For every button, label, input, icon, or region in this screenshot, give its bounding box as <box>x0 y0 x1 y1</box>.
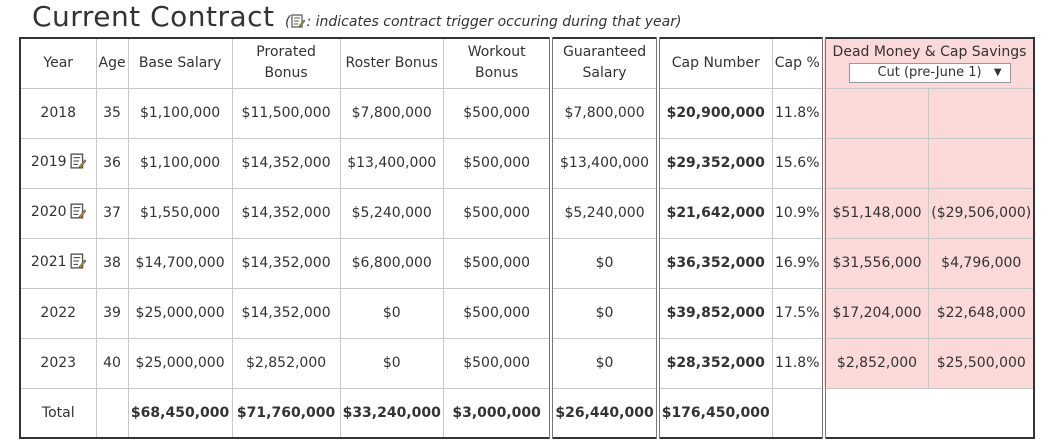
col-header-dead-money <box>824 38 1035 88</box>
table-row <box>20 188 1034 238</box>
legend-text: : indicates contract trigger occuring during that year) <box>306 14 682 30</box>
total-age <box>96 388 128 438</box>
contract-table <box>19 37 1035 439</box>
cell-cap-pct: 11.8% <box>772 338 824 388</box>
dead-money-title: Dead Money & Cap Savings <box>832 44 1027 61</box>
year-value: 2022 <box>40 305 77 321</box>
cell-age: 39 <box>96 288 128 338</box>
table-row <box>20 138 1034 188</box>
scenario-select[interactable] <box>849 63 1011 83</box>
cell-base-salary: $1,100,000 <box>128 88 232 138</box>
header-row <box>20 38 1034 88</box>
year-value: 2018 <box>40 105 77 121</box>
total-dead-money <box>824 388 1035 438</box>
cell-cap-savings: $22,648,000 <box>929 288 1035 338</box>
total-label: Total <box>20 388 96 438</box>
cell-age: 35 <box>96 88 128 138</box>
cell-prorated-bonus: $2,852,000 <box>232 338 340 388</box>
cell-cap-number: $21,642,000 <box>658 188 773 238</box>
cell-dead-money <box>824 88 929 138</box>
col-header-age: Age <box>96 38 128 88</box>
cell-cap-pct: 15.6% <box>772 138 824 188</box>
table-row <box>20 338 1034 388</box>
col-header-prorated-bonus: Prorated Bonus <box>232 38 340 88</box>
total-cap-pct <box>772 388 824 438</box>
cell-roster-bonus: $13,400,000 <box>340 138 443 188</box>
cell-year <box>20 338 96 388</box>
section-title: Current Contract <box>32 0 275 33</box>
cell-cap-pct: 16.9% <box>772 238 824 288</box>
cell-cap-pct: 10.9% <box>772 188 824 238</box>
cell-year <box>20 288 96 338</box>
cell-year <box>20 188 96 238</box>
cell-age: 40 <box>96 338 128 388</box>
cell-age: 36 <box>96 138 128 188</box>
note-edit-icon[interactable] <box>70 153 86 173</box>
year-value: 2021 <box>30 254 67 270</box>
trigger-legend <box>285 14 682 30</box>
cell-dead-money: $2,852,000 <box>824 338 929 388</box>
legend-open-paren: ( <box>284 14 291 30</box>
cell-base-salary: $25,000,000 <box>128 288 232 338</box>
col-header-roster-bonus: Roster Bonus <box>340 38 443 88</box>
cell-base-salary: $1,550,000 <box>128 188 232 238</box>
cell-dead-money: $17,204,000 <box>824 288 929 338</box>
cell-cap-savings: $4,796,000 <box>929 238 1035 288</box>
note-edit-icon <box>291 14 305 28</box>
col-header-workout-bonus: Workout Bonus <box>443 38 551 88</box>
cell-cap-savings <box>929 138 1035 188</box>
cell-prorated-bonus: $14,352,000 <box>232 238 340 288</box>
cell-cap-pct: 17.5% <box>772 288 824 338</box>
cell-guaranteed-salary: $13,400,000 <box>551 138 657 188</box>
col-header-year: Year <box>20 38 96 88</box>
total-roster: $33,240,000 <box>340 388 443 438</box>
total-prorated: $71,760,000 <box>232 388 340 438</box>
cell-roster-bonus: $5,240,000 <box>340 188 443 238</box>
cell-roster-bonus: $0 <box>340 288 443 338</box>
cell-guaranteed-salary: $0 <box>551 288 657 338</box>
total-row <box>20 388 1034 438</box>
cell-workout-bonus: $500,000 <box>443 188 551 238</box>
cell-dead-money: $51,148,000 <box>824 188 929 238</box>
cell-guaranteed-salary: $0 <box>551 338 657 388</box>
total-base: $68,450,000 <box>128 388 232 438</box>
cell-workout-bonus: $500,000 <box>443 288 551 338</box>
cell-cap-number: $29,352,000 <box>658 138 773 188</box>
cell-cap-number: $39,852,000 <box>658 288 773 338</box>
total-workout: $3,000,000 <box>443 388 551 438</box>
col-header-guaranteed-salary: Guaranteed Salary <box>551 38 657 88</box>
cell-cap-pct: 11.8% <box>772 88 824 138</box>
cell-prorated-bonus: $14,352,000 <box>232 188 340 238</box>
cell-prorated-bonus: $11,500,000 <box>232 88 340 138</box>
col-header-cap-number: Cap Number <box>658 38 773 88</box>
cell-workout-bonus: $500,000 <box>443 88 551 138</box>
col-header-cap-pct: Cap % <box>772 38 824 88</box>
cell-base-salary: $14,700,000 <box>128 238 232 288</box>
cell-cap-number: $28,352,000 <box>658 338 773 388</box>
cell-guaranteed-salary: $0 <box>551 238 657 288</box>
cell-workout-bonus: $500,000 <box>443 138 551 188</box>
note-edit-icon[interactable] <box>70 253 86 273</box>
cell-age: 38 <box>96 238 128 288</box>
cell-cap-number: $20,900,000 <box>658 88 773 138</box>
note-edit-icon[interactable] <box>70 203 86 223</box>
cell-base-salary: $1,100,000 <box>128 138 232 188</box>
cell-cap-savings <box>929 88 1035 138</box>
cell-roster-bonus: $0 <box>340 338 443 388</box>
cell-roster-bonus: $6,800,000 <box>340 238 443 288</box>
cell-year <box>20 88 96 138</box>
total-cap: $176,450,000 <box>658 388 773 438</box>
cell-prorated-bonus: $14,352,000 <box>232 288 340 338</box>
caret-down-icon: ▼ <box>993 67 1002 79</box>
table-row <box>20 238 1034 288</box>
cell-roster-bonus: $7,800,000 <box>340 88 443 138</box>
cell-guaranteed-salary: $5,240,000 <box>551 188 657 238</box>
section-heading <box>32 0 681 34</box>
table-row <box>20 288 1034 338</box>
cell-cap-savings: ($29,506,000) <box>929 188 1035 238</box>
cell-dead-money <box>824 138 929 188</box>
cell-dead-money: $31,556,000 <box>824 238 929 288</box>
year-value: 2019 <box>30 154 67 170</box>
cell-year <box>20 138 96 188</box>
year-value: 2023 <box>40 355 77 371</box>
total-guaranteed: $26,440,000 <box>551 388 657 438</box>
year-value: 2020 <box>30 204 67 220</box>
table-row <box>20 88 1034 138</box>
cell-cap-savings: $25,500,000 <box>929 338 1035 388</box>
scenario-select-value: Cut (pre-June 1) <box>877 65 982 81</box>
cell-prorated-bonus: $14,352,000 <box>232 138 340 188</box>
cell-year <box>20 238 96 288</box>
col-header-base-salary: Base Salary <box>128 38 232 88</box>
cell-age: 37 <box>96 188 128 238</box>
cell-workout-bonus: $500,000 <box>443 238 551 288</box>
cell-guaranteed-salary: $7,800,000 <box>551 88 657 138</box>
cell-cap-number: $36,352,000 <box>658 238 773 288</box>
cell-base-salary: $25,000,000 <box>128 338 232 388</box>
cell-workout-bonus: $500,000 <box>443 338 551 388</box>
